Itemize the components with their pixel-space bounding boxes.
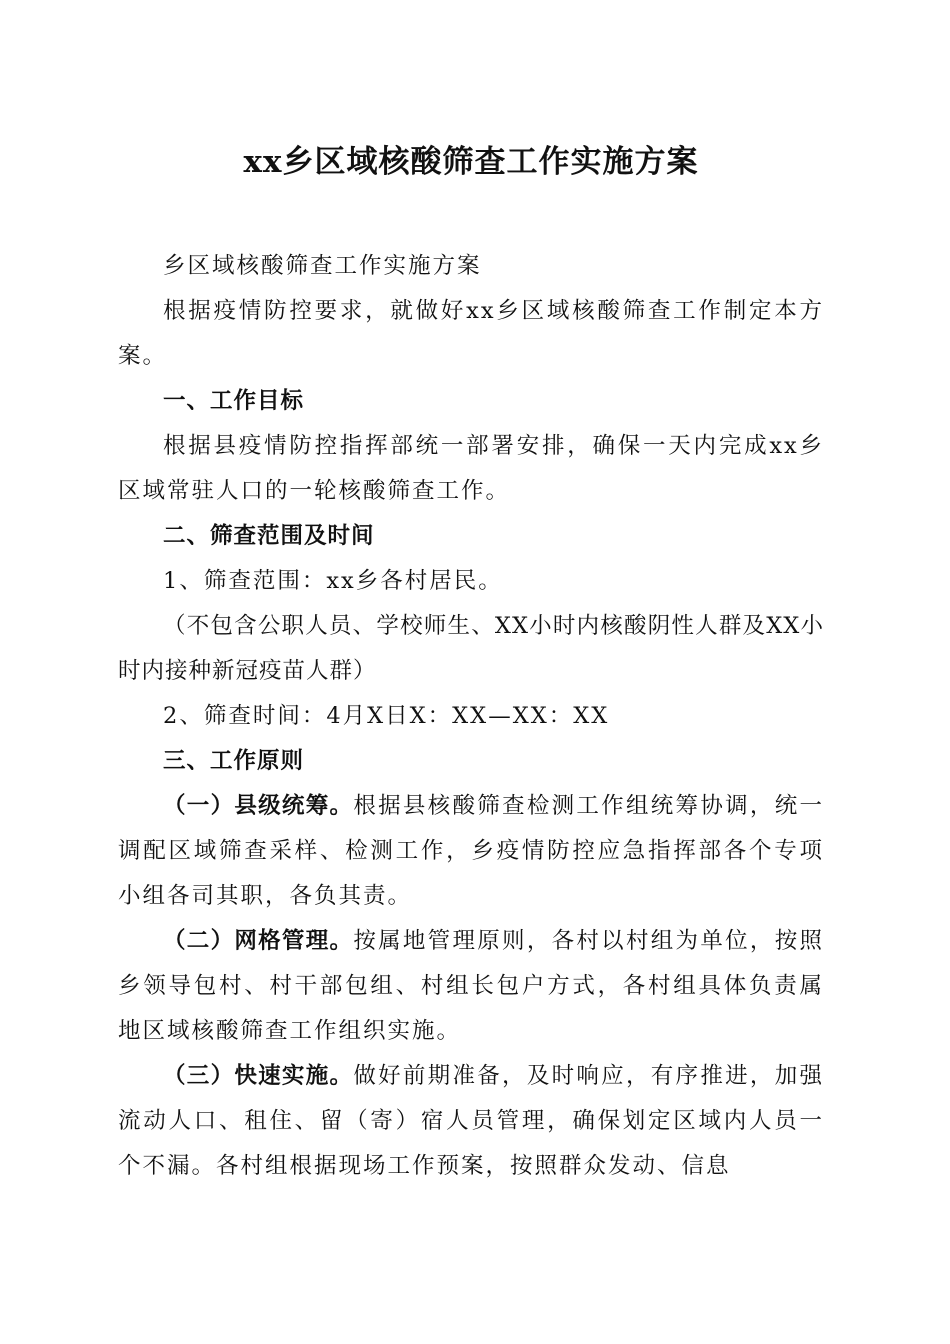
- principle-text-2: 按属地管理原则，各村以村组为单位，按照乡领导包村、村干部包组、村组长包户方式，各村组具体负责属地区域核酸筛查工作组织实施。: [118, 928, 824, 1044]
- principle-paragraph-1: [118, 784, 824, 919]
- section-heading-scope: 二、筛查范围及时间: [163, 523, 375, 549]
- principle-text-1: 根据县核酸筛查检测工作组统筹协调，统一调配区域筛查采样、检测工作，乡疫情防控应急指挥部各个专项小组各司其职，各负其责。: [118, 793, 824, 909]
- section-text-goals: 根据县疫情防控指挥部统一部署安排，确保一天内完成xx乡区域常驻人口的一轮核酸筛查工作。: [118, 433, 824, 504]
- section-heading-goals: 一、工作目标: [163, 388, 305, 414]
- exclusions-paragraph: （不包含公职人员、学校师生、XX小时内核酸阴性人群及XX小时内接种新冠疫苗人群）: [118, 613, 824, 684]
- intro-paragraph: 根据疫情防控要求，就做好xx乡区域核酸筛查工作制定本方案。: [118, 298, 824, 369]
- principle-lead-3: （三）快速实施。: [163, 1063, 354, 1089]
- scope-paragraph: 1、筛查范围：xx乡各村居民。: [163, 568, 503, 594]
- principle-lead-1: （一）县级统筹。: [163, 793, 354, 819]
- principle-text-3: 做好前期准备，及时响应，有序推进，加强流动人口、租住、留（寄）宿人员管理，确保划定区域内人员一个不漏。各村组根据现场工作预案，按照群众发动、信息: [118, 1063, 824, 1179]
- document-title: xx乡区域核酸筛查工作实施方案: [243, 144, 699, 180]
- subtitle-paragraph: 乡区域核酸筛查工作实施方案: [163, 253, 482, 279]
- principle-lead-2: （二）网格管理。: [163, 928, 354, 954]
- time-paragraph: 2、筛查时间：4月X日X：XX—XX：XX: [163, 703, 610, 729]
- document-body: [118, 140, 824, 1189]
- section-heading-principles: 三、工作原则: [163, 748, 305, 774]
- principle-paragraph-2: [118, 919, 824, 1054]
- principle-paragraph-3: [118, 1054, 824, 1189]
